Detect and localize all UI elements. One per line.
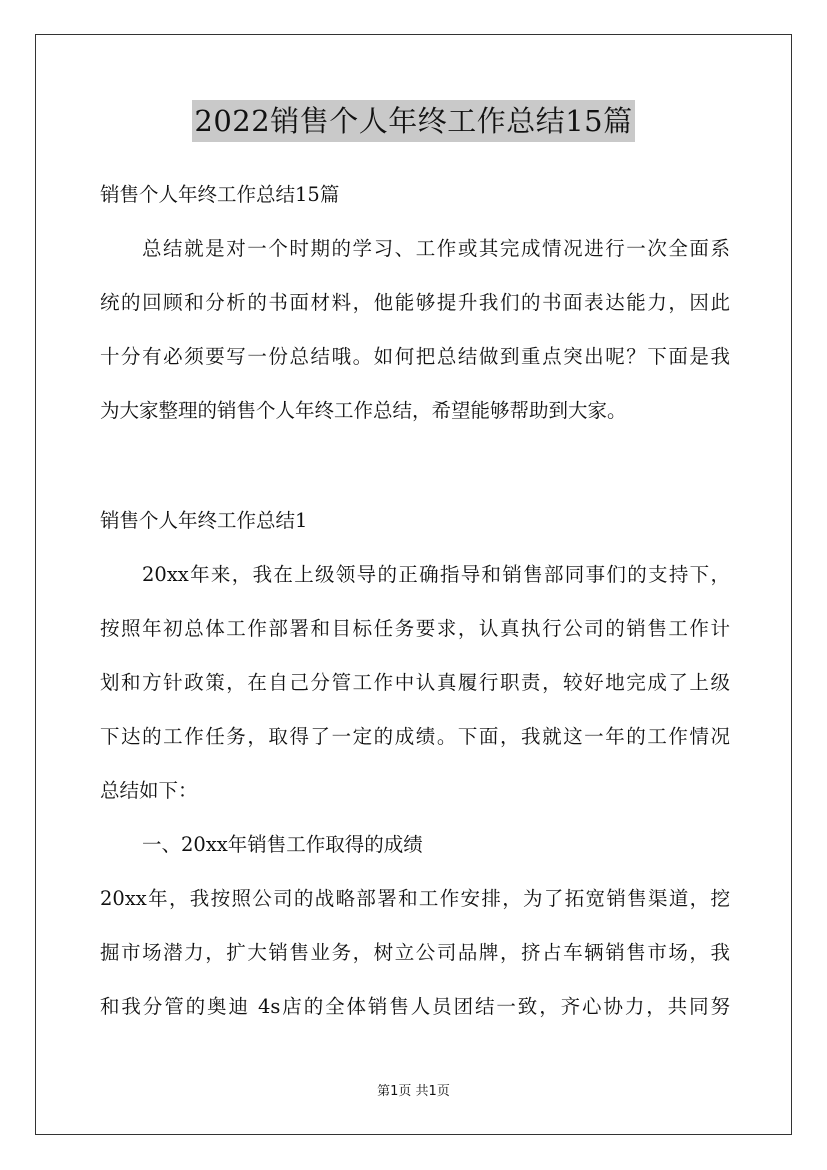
section2-line-2: 掘市场潜力，扩大销售业务，树立公司品牌，挤占车辆销售市场，我 — [100, 941, 730, 964]
section1-line-5: 总结如下： — [100, 779, 198, 802]
intro-line-3: 十分有必须要写一份总结哦。如何把总结做到重点突出呢？下面是我 — [100, 345, 730, 368]
section1-heading: 销售个人年终工作总结1 — [100, 509, 308, 532]
section2-line-1: 20xx年，我按照公司的战略部署和工作安排，为了拓宽销售渠道，挖 — [100, 887, 730, 910]
section1-line-2: 按照年初总体工作部署和目标任务要求，认真执行公司的销售工作计 — [100, 617, 730, 640]
intro-line-2: 统的回顾和分析的书面材料，他能够提升我们的书面表达能力，因此 — [100, 291, 730, 314]
section1-line-1: 20xx年来，我在上级领导的正确指导和销售部同事们的支持下， — [142, 563, 730, 586]
section1-line-4: 下达的工作任务，取得了一定的成绩。下面，我就这一年的工作情况 — [100, 725, 730, 748]
intro-line-1: 总结就是对一个时期的学习、工作或其完成情况进行一次全面系 — [142, 237, 730, 260]
section1-line-3: 划和方针政策，在自己分管工作中认真履行职责，较好地完成了上级 — [100, 671, 730, 694]
title-container — [0, 100, 827, 142]
intro-line-4: 为大家整理的销售个人年终工作总结，希望能够帮助到大家。 — [100, 399, 627, 422]
document-subtitle: 销售个人年终工作总结15篇 — [100, 183, 340, 206]
section-subheading: 一、20xx年销售工作取得的成绩 — [142, 833, 423, 856]
document-title: 2022销售个人年终工作总结15篇 — [192, 100, 634, 142]
section2-line-3: 和我分管的奥迪 4s店的全体销售人员团结一致，齐心协力，共同努 — [100, 995, 730, 1018]
page-footer: 第1页 共1页 — [377, 1084, 450, 1099]
